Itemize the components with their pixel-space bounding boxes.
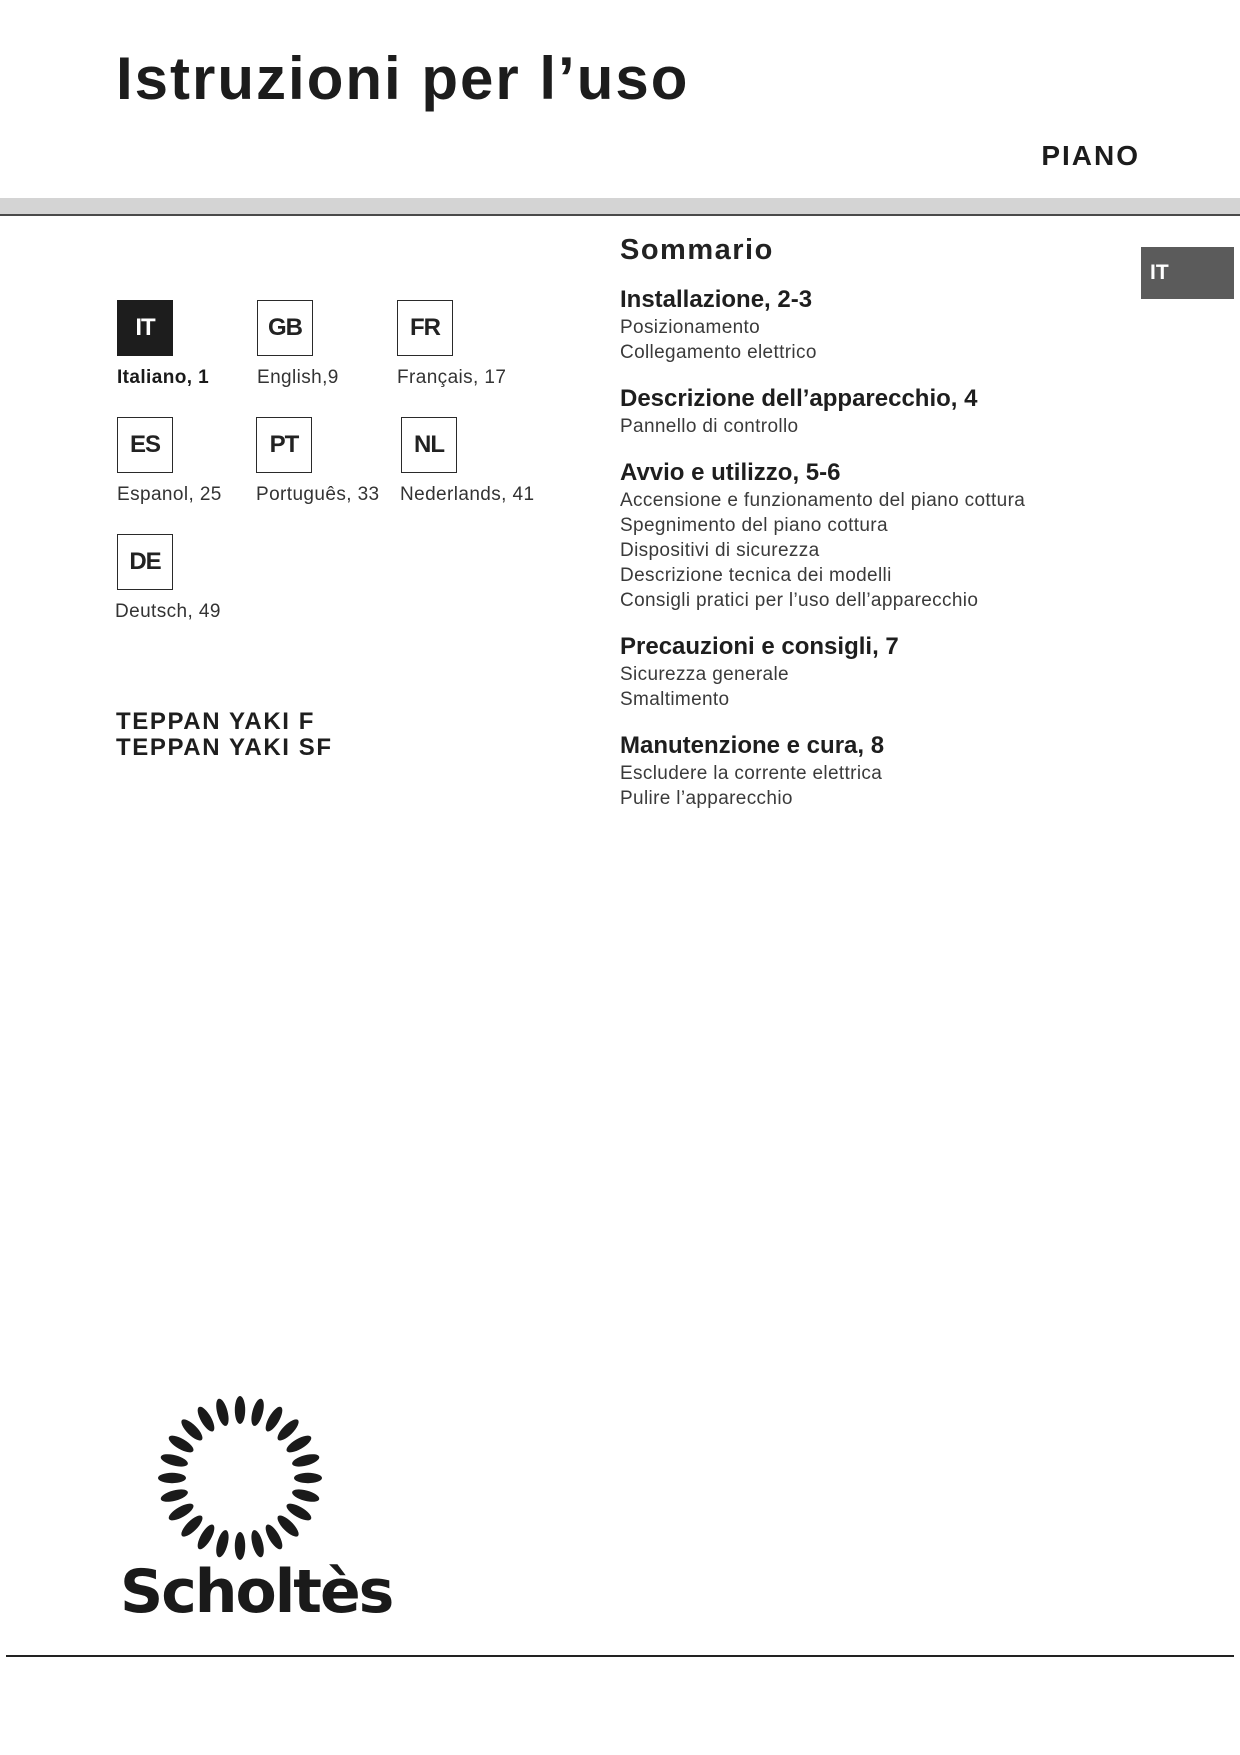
language-tab[interactable]: IT <box>1141 247 1234 299</box>
toc-item[interactable]: Pannello di controllo <box>620 416 799 437</box>
language-code-box[interactable]: DE <box>117 534 173 590</box>
language-item-de[interactable] <box>117 534 267 623</box>
sun-ray <box>235 1532 245 1560</box>
toc-section-title[interactable]: Installazione, 2-3 <box>620 286 813 313</box>
toc-section-descrizione <box>620 384 1140 439</box>
toc-item[interactable]: Smaltimento <box>620 689 730 710</box>
toc-item[interactable]: Posizionamento <box>620 317 761 338</box>
toc-section-title[interactable]: Descrizione dell’apparecchio, 4 <box>620 385 978 412</box>
language-label[interactable]: Nederlands, 41 <box>400 484 535 505</box>
toc-section-title[interactable]: Precauzioni e consigli, 7 <box>620 633 899 660</box>
toc-section-title[interactable]: Manutenzione e cura, 8 <box>620 732 885 759</box>
language-item-gb[interactable] <box>257 300 407 389</box>
model-name: TEPPAN YAKI F <box>116 708 316 735</box>
toc-title: Sommario <box>620 234 774 266</box>
sun-ray <box>249 1529 266 1559</box>
language-label[interactable]: Deutsch, 49 <box>115 601 221 622</box>
language-code-box[interactable]: FR <box>397 300 453 356</box>
sun-ray <box>294 1473 322 1483</box>
brand-name: Scholtès <box>120 1557 393 1627</box>
language-item-fr[interactable] <box>397 300 547 389</box>
language-item-nl[interactable] <box>401 417 551 506</box>
toc-section-precauzioni <box>620 632 1140 712</box>
model-list <box>116 709 333 761</box>
language-item-it[interactable] <box>117 300 267 389</box>
sun-ray <box>159 1487 189 1504</box>
toc-item[interactable]: Spegnimento del piano cottura <box>620 515 888 536</box>
sun-ray <box>291 1452 321 1469</box>
language-code-box[interactable]: GB <box>257 300 313 356</box>
toc-item[interactable]: Descrizione tecnica dei modelli <box>620 565 892 586</box>
language-code-box[interactable]: NL <box>401 417 457 473</box>
toc-item[interactable]: Pulire l’apparecchio <box>620 788 793 809</box>
language-code-box[interactable]: ES <box>117 417 173 473</box>
language-code-box[interactable]: PT <box>256 417 312 473</box>
sun-ray <box>214 1397 231 1427</box>
model-name: TEPPAN YAKI SF <box>116 734 333 761</box>
toc-item[interactable]: Collegamento elettrico <box>620 342 817 363</box>
language-label[interactable]: Português, 33 <box>256 484 380 505</box>
sun-ray <box>214 1529 231 1559</box>
header-divider-band <box>0 198 1240 216</box>
language-item-es[interactable] <box>117 417 267 506</box>
language-label[interactable]: Italiano, 1 <box>117 367 210 388</box>
sun-ray <box>249 1397 266 1427</box>
toc-section-avvio <box>620 458 1140 613</box>
toc-item[interactable]: Dispositivi di sicurezza <box>620 540 820 561</box>
language-label[interactable]: English,9 <box>257 367 339 388</box>
toc-section-title[interactable]: Avvio e utilizzo, 5-6 <box>620 459 841 486</box>
toc-item[interactable]: Accensione e funzionamento del piano cottura <box>620 490 1026 511</box>
toc-item[interactable]: Escludere la corrente elettrica <box>620 763 883 784</box>
footer-divider <box>6 1655 1234 1657</box>
toc-item[interactable]: Consigli pratici per l’uso dell’apparecchio <box>620 590 979 611</box>
language-item-pt[interactable] <box>256 417 406 506</box>
page-title: Istruzioni per l’uso <box>116 45 690 112</box>
product-category: PIANO <box>1041 140 1140 171</box>
toc-section-installazione <box>620 285 1140 365</box>
language-code-box[interactable]: IT <box>117 300 173 356</box>
toc-section-manutenzione <box>620 731 1140 811</box>
language-label[interactable]: Espanol, 25 <box>117 484 222 505</box>
sun-ray <box>291 1487 321 1504</box>
toc-item[interactable]: Sicurezza generale <box>620 664 789 685</box>
table-of-contents <box>620 234 1140 830</box>
language-label[interactable]: Français, 17 <box>397 367 507 388</box>
sun-ray <box>159 1452 189 1469</box>
sun-ray <box>158 1473 186 1483</box>
sun-ray <box>235 1396 245 1424</box>
